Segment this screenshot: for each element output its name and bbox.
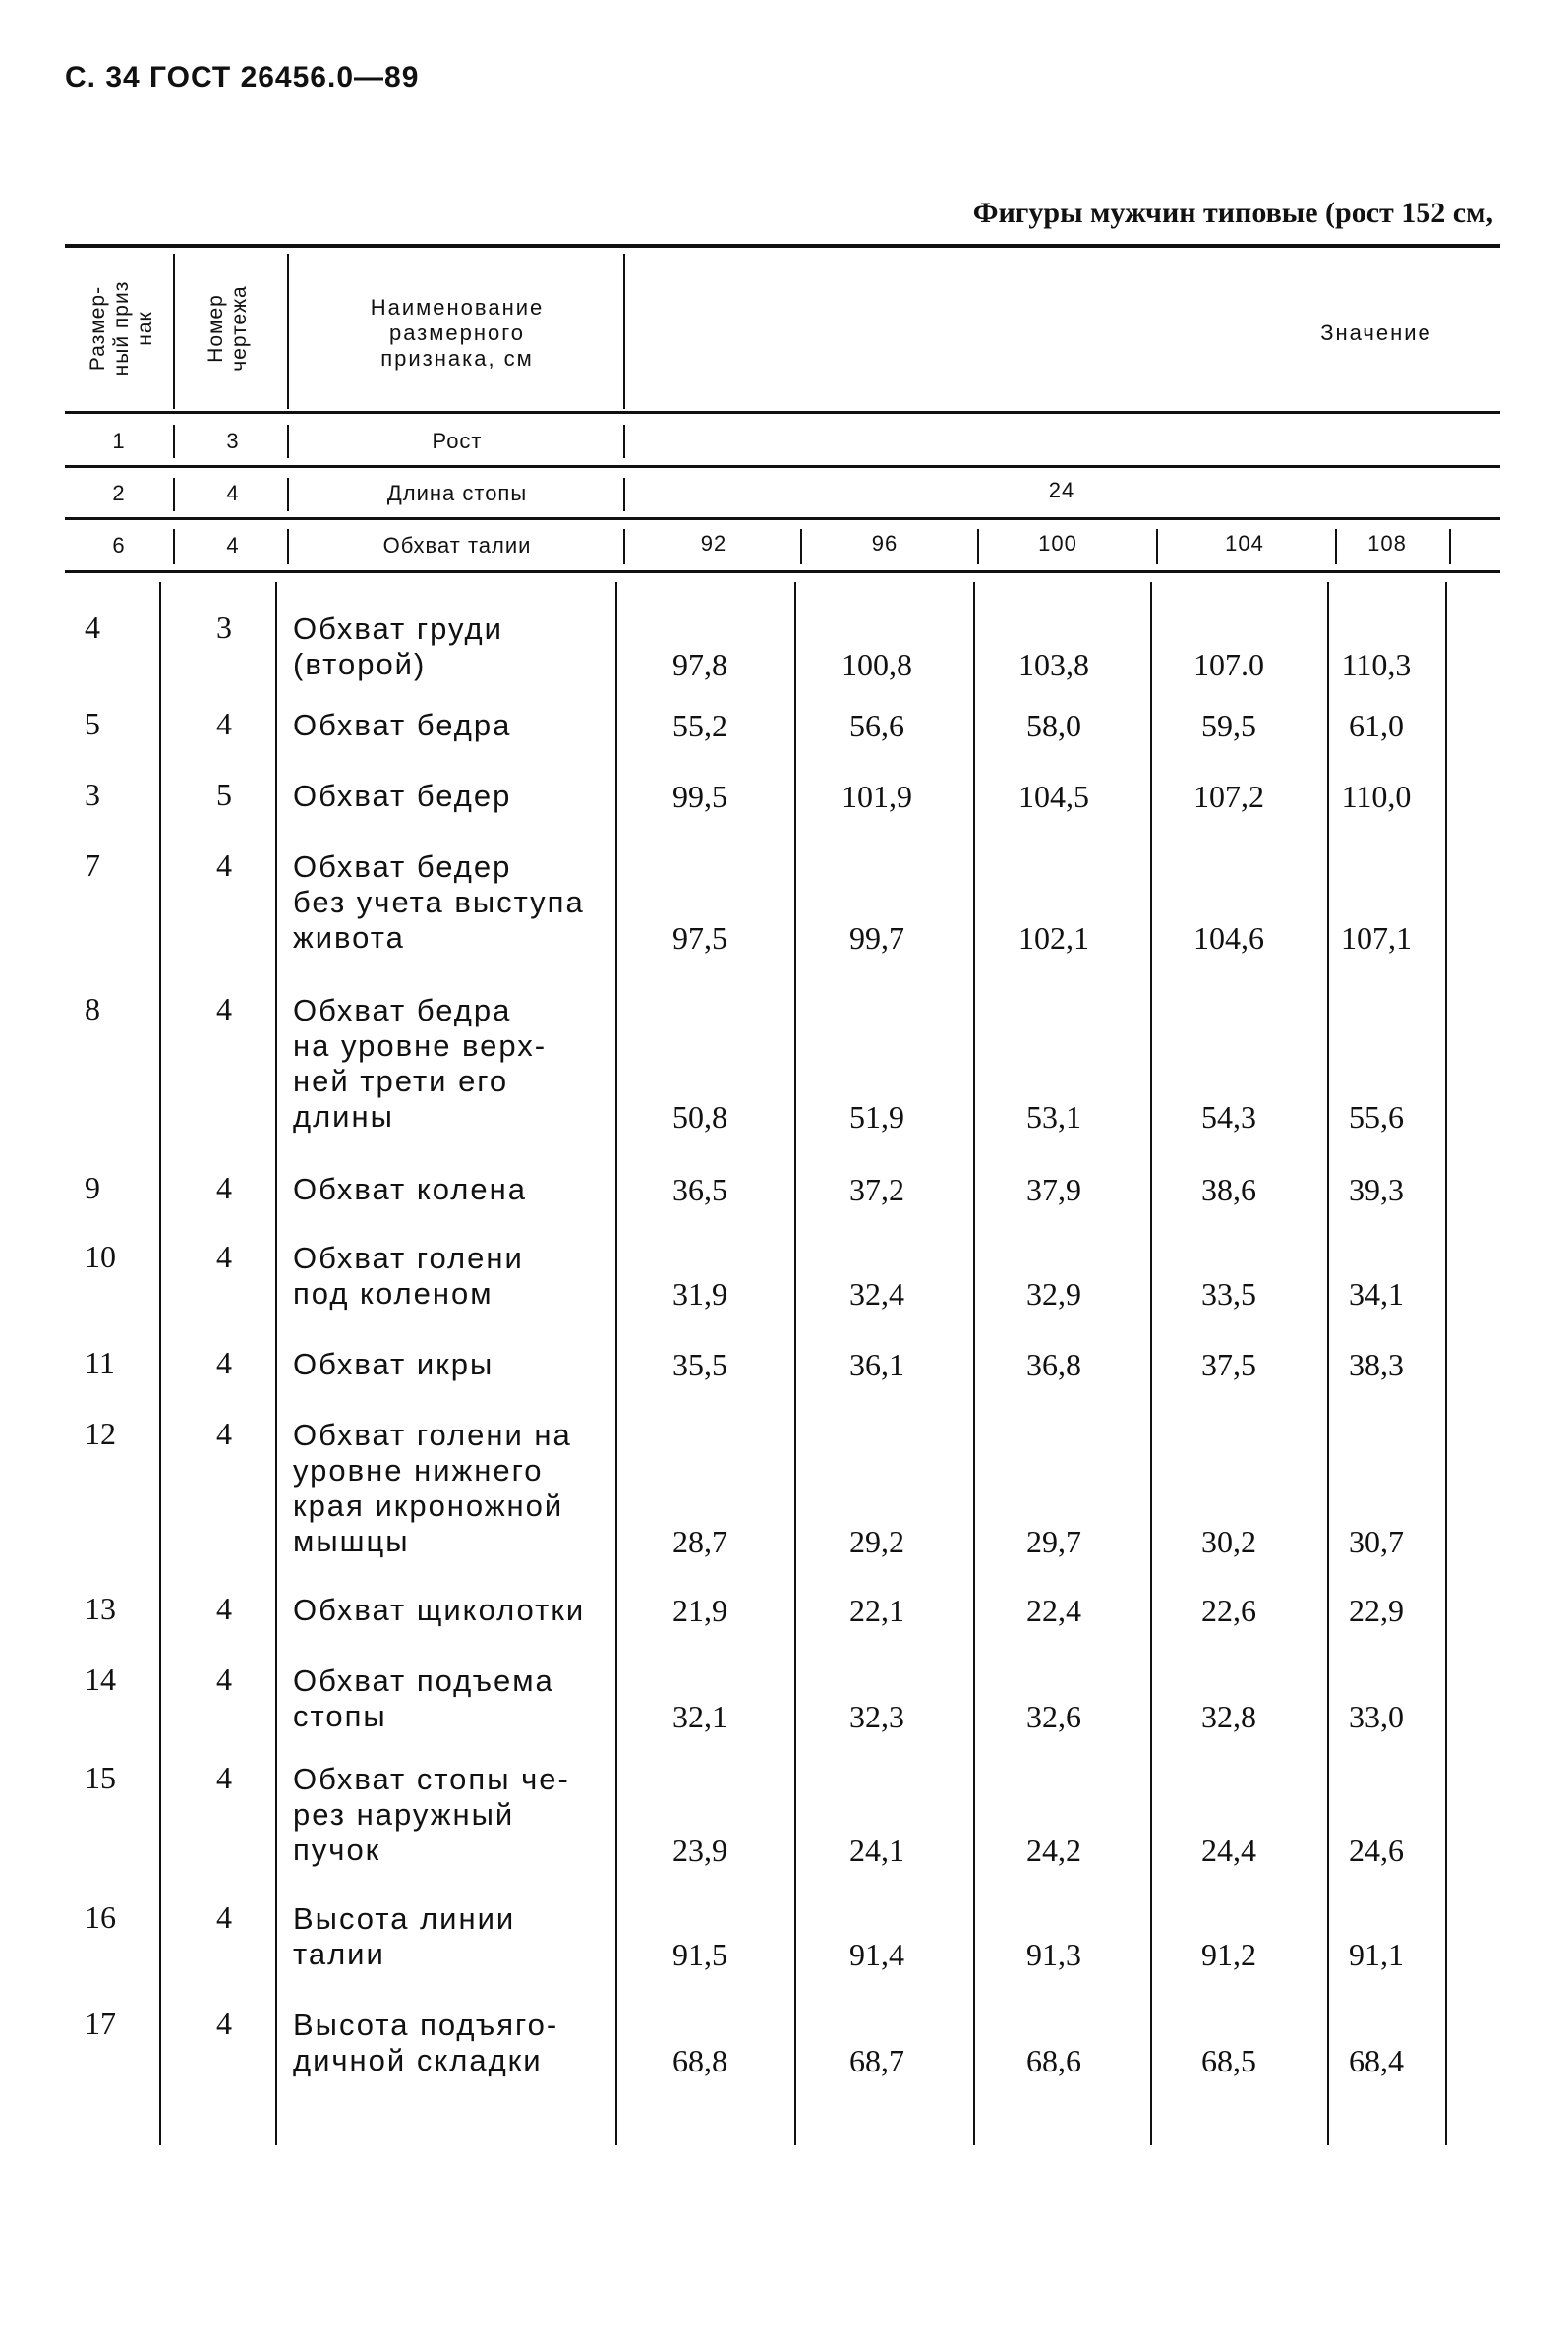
header-col2: Номер чертежа <box>204 285 251 372</box>
row-value: 22,1 <box>849 1593 904 1628</box>
row-value: 68,7 <box>849 2043 904 2078</box>
row-value: 29,2 <box>849 1524 904 1559</box>
row-drawing: 4 <box>216 1416 232 1451</box>
row-num: 3 <box>85 777 100 812</box>
row-value: 59,5 <box>1201 708 1256 743</box>
row-name: Обхват бедер <box>293 779 512 813</box>
row-value: 24,2 <box>1026 1833 1081 1868</box>
row-name: Обхват голени под коленом <box>293 1241 524 1311</box>
row-value: 91,1 <box>1349 1937 1404 1972</box>
body-vline-3 <box>615 582 617 2145</box>
row-value: 21,9 <box>672 1593 727 1628</box>
row-value: 101,9 <box>842 779 912 814</box>
row-name: Обхват бедра <box>293 708 512 742</box>
row-num: 2 <box>112 481 126 505</box>
row-drawing: 4 <box>216 1345 232 1380</box>
row-value: 55,2 <box>672 708 727 743</box>
row-value: 32,6 <box>1026 1699 1081 1734</box>
row-value: 104,5 <box>1018 779 1089 814</box>
body-vline-5 <box>973 582 975 2145</box>
r1-vline-b <box>287 425 289 458</box>
row-num: 7 <box>85 847 100 883</box>
row-value: 36,8 <box>1026 1347 1081 1382</box>
row-drawing: 4 <box>216 2006 232 2041</box>
row-value: 68,6 <box>1026 2043 1081 2078</box>
row-rule-1 <box>65 465 1500 468</box>
r2-vline-c <box>623 478 625 511</box>
row-value: 99,7 <box>849 920 904 956</box>
row-value: 34,1 <box>1349 1276 1404 1312</box>
body-vline-6 <box>1150 582 1152 2145</box>
row-value: 36,5 <box>672 1172 727 1207</box>
body-vline-8 <box>1445 582 1447 2145</box>
row-value: 91,3 <box>1026 1937 1081 1972</box>
r3-vline-h <box>1449 529 1451 564</box>
row-value: 39,3 <box>1349 1172 1404 1207</box>
row-rule-2 <box>65 517 1500 520</box>
body-vline-4 <box>794 582 796 2145</box>
row-value: 24,1 <box>849 1833 904 1868</box>
row-num: 14 <box>85 1662 116 1697</box>
row-value: 22,4 <box>1026 1593 1081 1628</box>
row-value: 99,5 <box>672 779 727 814</box>
body-vline-2 <box>275 582 277 2145</box>
row-name: Обхват бедер без учета выступа живота <box>293 849 585 955</box>
r3-vline-e <box>977 529 979 564</box>
row-value: 32,9 <box>1026 1276 1081 1312</box>
row-value: 68,8 <box>672 2043 727 2078</box>
row-value: 100,8 <box>842 647 912 682</box>
hdr-vline-2 <box>287 254 289 409</box>
row-drawing: 4 <box>216 1760 232 1795</box>
row-num: 6 <box>112 533 126 557</box>
row-value: 38,3 <box>1349 1347 1404 1382</box>
r3-vline-c <box>623 529 625 564</box>
row-value: 22,6 <box>1201 1593 1256 1628</box>
r3-vline-b <box>287 529 289 564</box>
row-name: Обхват икры <box>293 1347 494 1381</box>
row-value: 55,6 <box>1349 1099 1404 1135</box>
r3-vline-d <box>800 529 802 564</box>
row-name: Длина стопы <box>386 481 528 505</box>
row-value: 24,4 <box>1201 1833 1256 1868</box>
row-value: 23,9 <box>672 1833 727 1868</box>
row-value: 28,7 <box>672 1524 727 1559</box>
row-value: 91,5 <box>672 1937 727 1972</box>
row-num: 4 <box>85 610 100 645</box>
row-value: 61,0 <box>1349 708 1404 743</box>
row-name: Обхват бедра на уровне верх- ней трети его длины <box>293 993 548 1134</box>
table-top-rule <box>65 244 1500 248</box>
row-name: Обхват щиколотки <box>293 1593 586 1627</box>
r1-vline-a <box>173 425 175 458</box>
header-bottom-rule <box>65 411 1500 414</box>
row-value: 110,0 <box>1341 779 1412 814</box>
row-drawing: 4 <box>216 1239 232 1274</box>
row-name: Обхват голени на уровне нижнего края икроножной мышцы <box>293 1418 572 1558</box>
row-value: 38,6 <box>1201 1172 1256 1207</box>
page-header: С. 34 ГОСТ 26456.0—89 <box>65 61 420 93</box>
row-drawing: 4 <box>216 1591 232 1626</box>
row-value: 103,8 <box>1018 647 1089 682</box>
row-drawing: 4 <box>216 847 232 883</box>
row-name: Высота линии талии <box>293 1901 516 1971</box>
row-value: 32,4 <box>849 1276 904 1312</box>
row-name: Высота подъяго- дичной складки <box>293 2008 559 2077</box>
row-num: 1 <box>112 429 126 453</box>
table-caption: Фигуры мужчин типовые (рост 152 см, <box>972 197 1493 229</box>
row-num: 11 <box>85 1345 115 1380</box>
foot-length-value: 24 <box>1048 478 1075 502</box>
row-value: 37,5 <box>1201 1347 1256 1382</box>
row-value: 97,5 <box>672 920 727 956</box>
waist-value: 104 <box>1225 531 1264 555</box>
row-num: 16 <box>85 1899 116 1935</box>
row-drawing: 3 <box>216 610 232 645</box>
row-drawing: 4 <box>216 1170 232 1205</box>
row-value: 30,7 <box>1349 1524 1404 1559</box>
row-num: 12 <box>85 1416 116 1451</box>
row-value: 37,9 <box>1026 1172 1081 1207</box>
row-value: 37,2 <box>849 1172 904 1207</box>
r3-vline-a <box>173 529 175 564</box>
row-value: 50,8 <box>672 1099 727 1135</box>
row-value: 33,0 <box>1349 1699 1404 1734</box>
body-vline-1 <box>159 582 161 2145</box>
row-num: 17 <box>85 2006 116 2041</box>
row-value: 104,6 <box>1193 920 1264 956</box>
row-name: Обхват подъема стопы <box>293 1663 554 1733</box>
row-rule-3 <box>65 570 1500 573</box>
waist-value: 100 <box>1038 531 1077 555</box>
r2-vline-a <box>173 478 175 511</box>
row-value: 32,1 <box>672 1699 727 1734</box>
row-value: 54,3 <box>1201 1099 1256 1135</box>
row-value: 53,1 <box>1026 1099 1081 1135</box>
header-col4: Значение <box>1320 321 1432 345</box>
row-value: 24,6 <box>1349 1833 1404 1868</box>
row-value: 32,3 <box>849 1699 904 1734</box>
waist-value: 92 <box>700 531 727 555</box>
hdr-vline-3 <box>623 254 625 409</box>
row-name: Обхват колена <box>293 1172 527 1206</box>
row-value: 91,4 <box>849 1937 904 1972</box>
hdr-vline-1 <box>173 254 175 409</box>
row-drawing: 4 <box>226 533 240 557</box>
row-num: 13 <box>85 1591 116 1626</box>
row-drawing: 4 <box>216 706 232 741</box>
row-value: 33,5 <box>1201 1276 1256 1312</box>
row-name: Обхват груди (второй) <box>293 612 503 681</box>
r1-vline-c <box>623 425 625 458</box>
r3-vline-f <box>1156 529 1158 564</box>
row-value: 68,4 <box>1349 2043 1404 2078</box>
row-drawing: 4 <box>226 481 240 505</box>
row-value: 107.0 <box>1193 647 1264 682</box>
row-value: 97,8 <box>672 647 727 682</box>
row-name: Обхват стопы че- рез наружный пучок <box>293 1762 570 1867</box>
row-value: 68,5 <box>1201 2043 1256 2078</box>
row-name: Рост <box>432 429 483 453</box>
row-value: 36,1 <box>849 1347 904 1382</box>
row-value: 51,9 <box>849 1099 904 1135</box>
row-value: 32,8 <box>1201 1699 1256 1734</box>
row-value: 29,7 <box>1026 1524 1081 1559</box>
waist-value: 96 <box>871 531 899 555</box>
row-num: 10 <box>85 1239 116 1274</box>
row-value: 56,6 <box>849 708 904 743</box>
row-value: 35,5 <box>672 1347 727 1382</box>
r2-vline-b <box>287 478 289 511</box>
row-drawing: 5 <box>216 777 232 812</box>
row-value: 30,2 <box>1201 1524 1256 1559</box>
row-value: 107,1 <box>1341 920 1412 956</box>
row-value: 107,2 <box>1193 779 1264 814</box>
row-value: 31,9 <box>672 1276 727 1312</box>
header-col3: Наименование размерного признака, см <box>370 295 545 371</box>
waist-value: 108 <box>1367 531 1407 555</box>
row-value: 110,3 <box>1341 647 1412 682</box>
row-num: 9 <box>85 1170 100 1205</box>
row-value: 22,9 <box>1349 1593 1404 1628</box>
row-drawing: 4 <box>216 991 232 1026</box>
row-value: 58,0 <box>1026 708 1081 743</box>
row-num: 8 <box>85 991 100 1026</box>
row-value: 91,2 <box>1201 1937 1256 1972</box>
row-num: 5 <box>85 706 100 741</box>
header-col1: Размер- ный приз нак <box>87 280 156 377</box>
row-name: Обхват талии <box>382 533 532 557</box>
row-num: 15 <box>85 1760 116 1795</box>
row-value: 102,1 <box>1018 920 1089 956</box>
row-drawing: 3 <box>226 429 240 453</box>
row-drawing: 4 <box>216 1899 232 1935</box>
row-drawing: 4 <box>216 1662 232 1697</box>
